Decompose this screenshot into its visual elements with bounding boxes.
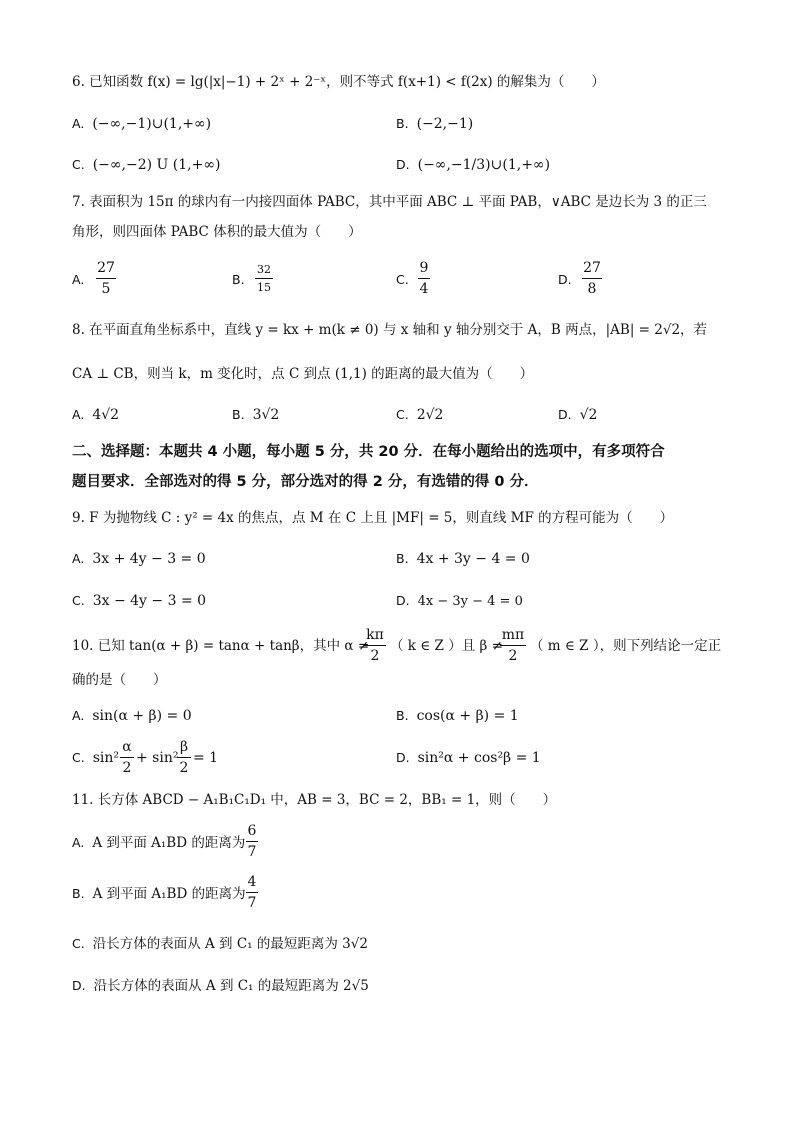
option-label: B. (396, 116, 409, 131)
q10-frac-m (500, 626, 526, 665)
q7-option-b (255, 262, 273, 295)
option-label: A. (72, 272, 85, 287)
q10-line1-part3: （ m ∈ Z ），则下列结论一定正 (530, 638, 722, 654)
option-label: B. (396, 708, 409, 723)
numerator: 4 (247, 874, 257, 890)
option-label: D. (558, 407, 572, 422)
q9-option-d (396, 591, 523, 612)
q10-option-c (72, 748, 119, 768)
q9-stem: 9. F 为抛物线 C : y² = 4x 的焦点，点 M 在 C 上且 |MF| = 5，则直线 MF 的方程可能为（ ） (72, 510, 674, 526)
option-label: D. (396, 593, 410, 608)
q11-option-a (72, 833, 245, 853)
q9-option-b (396, 549, 530, 569)
q11-option-d (72, 976, 369, 996)
denominator: 7 (247, 895, 257, 911)
numerator: β (179, 739, 189, 755)
q10-c-frac-alpha (120, 738, 134, 777)
q11-a-frac (246, 822, 258, 861)
q10-line2: 确的是（ ） (72, 672, 167, 688)
q8-option-a (72, 405, 119, 425)
q11-stem: 11. 长方体 ABCD − A₁B₁C₁D₁ 中，AB = 3，BC = 2，BB₁ = 1，则（ ） (72, 792, 557, 808)
q8-line1: 8. 在平面直角坐标系中，直线 y = kx + m(k ≠ 0) 与 x 轴和 y 轴分别交于 A，B 两点，|AB| = 2√2，若 (72, 322, 708, 338)
option-label: C. (396, 272, 409, 287)
q11-option-c (72, 934, 368, 954)
q10-b-text: cos(α + β) = 1 (416, 708, 519, 724)
q10-d-text: sin²α + cos²β = 1 (417, 750, 541, 766)
q10-c-pre: sin² (92, 750, 119, 766)
fraction-bar (246, 892, 258, 893)
fraction-bar (364, 645, 386, 646)
q6-a-text: (−∞,−1)∪(1,+∞) (92, 116, 212, 132)
fraction-bar (582, 278, 602, 279)
option-label: C. (72, 593, 85, 608)
numerator: mπ (501, 627, 525, 643)
option-label: D. (72, 978, 86, 993)
section-2-heading-cont: 题目要求．全部选对的得 5 分，部分选对的得 2 分，有选错的得 0 分． (72, 474, 539, 490)
q10-line1-part1: 10. 已知 tan(α + β) = tanα + tanβ，其中 α ≠ (72, 638, 370, 654)
denominator: 2 (508, 648, 518, 664)
q10-option-a (72, 706, 192, 726)
q9-option-c (72, 591, 206, 611)
denominator: 2 (179, 760, 189, 776)
q11-b-text: A 到平面 A₁BD 的距离为 (92, 886, 246, 902)
q6-stem: 6. 已知函数 f(x) = lg(|x|−1) + 2ˣ + 2⁻ˣ，则不等式 f(x+1) < f(2x) 的解集为（ ） (72, 74, 605, 90)
denominator: 15 (257, 281, 271, 294)
q8-b-text: 3√2 (252, 407, 280, 423)
q8-c-text: 2√2 (416, 407, 444, 423)
fraction-bar (500, 645, 526, 646)
fraction-bar (96, 278, 116, 279)
option-label: C. (72, 936, 85, 951)
q8-d-text: √2 (579, 407, 598, 423)
fraction-bar (255, 278, 273, 279)
numerator: 27 (583, 260, 601, 276)
q11-option-b (72, 884, 246, 904)
denominator: 5 (101, 281, 111, 297)
q8-option-c (396, 405, 443, 425)
q7-option-b-label (232, 270, 253, 290)
q7-option-d (582, 259, 602, 298)
q9-b-text: 4x + 3y − 4 = 0 (416, 551, 530, 567)
q9-c-text: 3x − 4y − 3 = 0 (92, 593, 207, 609)
option-label: B. (396, 551, 409, 566)
q6-option-c (72, 155, 220, 175)
q7-line2: 角形，则四面体 PABC 体积的最大值为（ ） (72, 224, 362, 240)
numerator: 6 (247, 823, 257, 839)
fraction-bar (246, 841, 258, 842)
option-label: B. (72, 886, 85, 901)
q10-line1-part2: （ k ∈ Z ）且 β ≠ (390, 638, 503, 654)
fraction-bar (120, 757, 134, 758)
q11-a-text: A 到平面 A₁BD 的距离为 (92, 835, 246, 851)
q9-option-a (72, 549, 206, 569)
denominator: 2 (370, 648, 380, 664)
denominator: 4 (419, 281, 429, 297)
q9-a-text: 3x + 4y − 3 = 0 (92, 551, 206, 567)
denominator: 8 (587, 281, 597, 297)
q7-line1: 7. 表面积为 15π 的球内有一内接四面体 PABC，其中平面 ABC ⊥ 平面 PAB，∨ABC 是边长为 3 的正三 (72, 194, 707, 210)
option-label: A. (72, 407, 85, 422)
q10-frac-k (364, 626, 386, 665)
q7-option-c (418, 259, 430, 298)
q10-a-text: sin(α + β) = 0 (92, 708, 192, 724)
q6-d-text: (−∞,−1/3)∪(1,+∞) (417, 157, 551, 173)
q10-option-b (396, 706, 519, 726)
option-label: C. (72, 750, 85, 765)
denominator: 2 (122, 760, 132, 776)
option-label: C. (396, 407, 409, 422)
option-label: B. (232, 407, 245, 422)
q8-line2: CA ⊥ CB，则当 k，m 变化时，点 C 到点 (1,1) 的距离的最大值为（ ） (72, 366, 534, 382)
option-label: B. (232, 272, 245, 287)
option-label: A. (72, 116, 85, 131)
numerator: kπ (366, 627, 384, 643)
q9-d-text: 4x − 3y − 4 = 0 (417, 594, 523, 609)
numerator: 9 (419, 260, 429, 276)
q8-a-text: 4√2 (92, 407, 120, 423)
q7-option-d-label (558, 270, 580, 290)
q6-option-d (396, 155, 550, 175)
q8-option-b (232, 405, 279, 425)
q6-c-text: (−∞,−2) U (1,+∞) (92, 157, 221, 173)
option-label: A. (72, 835, 85, 850)
option-label: D. (558, 272, 572, 287)
option-label: A. (72, 708, 85, 723)
numerator: α (122, 739, 132, 755)
numerator: 32 (257, 263, 271, 276)
option-label: D. (396, 157, 410, 172)
numerator: 27 (97, 260, 115, 276)
q10-c-frac-beta (177, 738, 191, 777)
q6-b-text: (−2,−1) (416, 116, 474, 132)
option-label: A. (72, 551, 85, 566)
q11-d-text: 沿长方体的表面从 A 到 C₁ 的最短距离为 2√5 (93, 978, 369, 994)
q6-option-b (396, 114, 473, 134)
option-label: C. (72, 157, 85, 172)
q10-c-mid: + sin² (136, 750, 179, 766)
q7-option-a (96, 259, 116, 298)
q10-option-d (396, 748, 541, 768)
q11-b-frac (246, 873, 258, 912)
denominator: 7 (247, 844, 257, 860)
q6-option-a (72, 114, 211, 134)
q10-c-post: = 1 (193, 750, 219, 766)
fraction-bar (177, 757, 191, 758)
fraction-bar (418, 278, 430, 279)
q11-c-text: 沿长方体的表面从 A 到 C₁ 的最短距离为 3√2 (92, 936, 368, 952)
section-2-heading: 二、选择题：本题共 4 小题，每小题 5 分，共 20 分．在每小题给出的选项中，有多项符合 (72, 444, 665, 460)
option-label: D. (396, 750, 410, 765)
q7-option-a-label (72, 270, 92, 290)
q8-option-d (558, 405, 597, 425)
q7-option-c-label (396, 270, 417, 290)
